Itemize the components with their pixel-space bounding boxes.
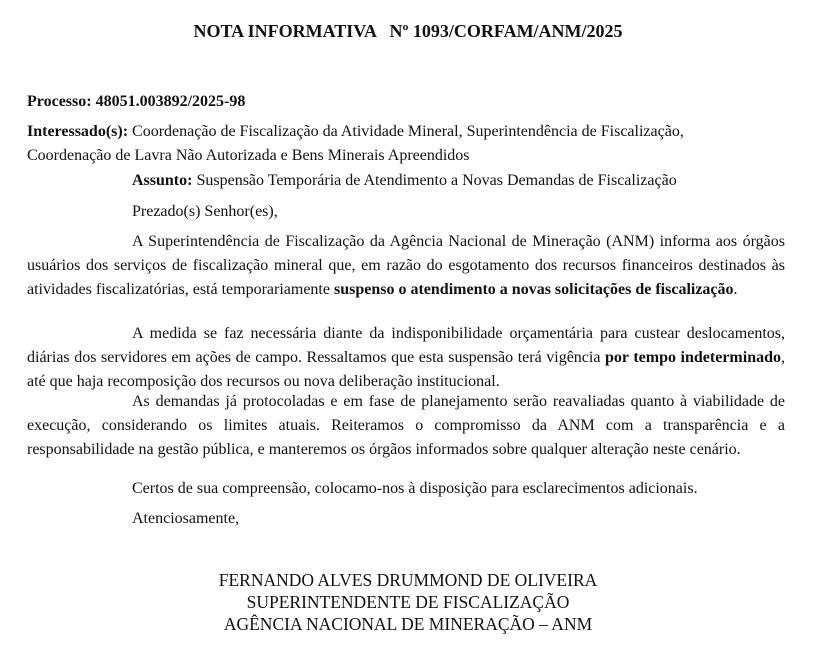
assunto-label: Assunto: xyxy=(132,172,193,189)
signoff: Atenciosamente, xyxy=(132,510,240,527)
document-title xyxy=(0,21,816,42)
paragraph-2-bold: por tempo indeterminado xyxy=(605,349,782,366)
signature-name: FERNANDO ALVES DRUMMOND DE OLIVEIRA xyxy=(218,570,598,590)
salutation: Prezado(s) Senhor(es), xyxy=(132,203,278,220)
processo-label: Processo: xyxy=(27,93,92,110)
title-number: Nº 1093/CORFAM/ANM/2025 xyxy=(389,21,623,41)
paragraph-1-text: A Superintendência de Fiscalização da Agência Nacional de Mineração (ANM) informa aos órgãos usuários dos serviços de fiscalização mineral que, em razão do esgotamento dos recursos financeiros destinados às atividades fiscalizatórias, está temporariamente xyxy=(27,233,785,298)
processo-value: 48051.003892/2025-98 xyxy=(95,93,246,110)
paragraph-2-end: , até que haja recomposição dos recursos ou nova deliberação institucional. xyxy=(27,349,786,390)
paragraph-3: As demandas já protocoladas e em fase de planejamento serão reavaliadas quanto à viabilidade de execução, considerando os limites atuais. Reiteramos o compromisso da ANM com a transparência e a responsabilidade na gestão pública, e manteremos os órgãos informados sobre qualquer alteração neste cenário. xyxy=(27,393,785,458)
signature-agency: AGÊNCIA NACIONAL DE MINERAÇÃO – ANM xyxy=(223,614,593,634)
title-prefix: NOTA INFORMATIVA xyxy=(193,21,377,41)
paragraph-1 xyxy=(27,230,785,302)
interessados-line1: Coordenação de Fiscalização da Atividade Mineral, Superintendência de Fiscalização, xyxy=(132,123,684,140)
processo-line xyxy=(27,93,245,111)
interessados-label: Interessado(s): xyxy=(27,123,129,140)
paragraph-2-text: A medida se faz necessária diante da indisponibilidade orçamentária para custear deslocamentos, diárias dos servidores em ações de campo. Ressaltamos que esta suspensão terá vigência xyxy=(27,325,785,366)
interessados-line2: Coordenação de Lavra Não Autorizada e Bens Minerais Apreendidos xyxy=(27,147,470,164)
signature-role: SUPERINTENDENTE DE FISCALIZAÇÃO xyxy=(246,592,570,612)
paragraph-2 xyxy=(27,322,785,394)
assunto-value: Suspensão Temporária de Atendimento a Novas Demandas de Fiscalização xyxy=(196,172,677,189)
paragraph-1-end: . xyxy=(733,281,738,298)
assunto-line xyxy=(132,172,677,190)
paragraph-1-bold: suspenso o atendimento a novas solicitações de fiscalização xyxy=(333,281,734,298)
signature-block xyxy=(0,569,816,635)
interessados-block xyxy=(27,120,785,168)
closing-line: Certos de sua compreensão, colocamo-nos à disposição para esclarecimentos adicionais. xyxy=(132,480,698,497)
